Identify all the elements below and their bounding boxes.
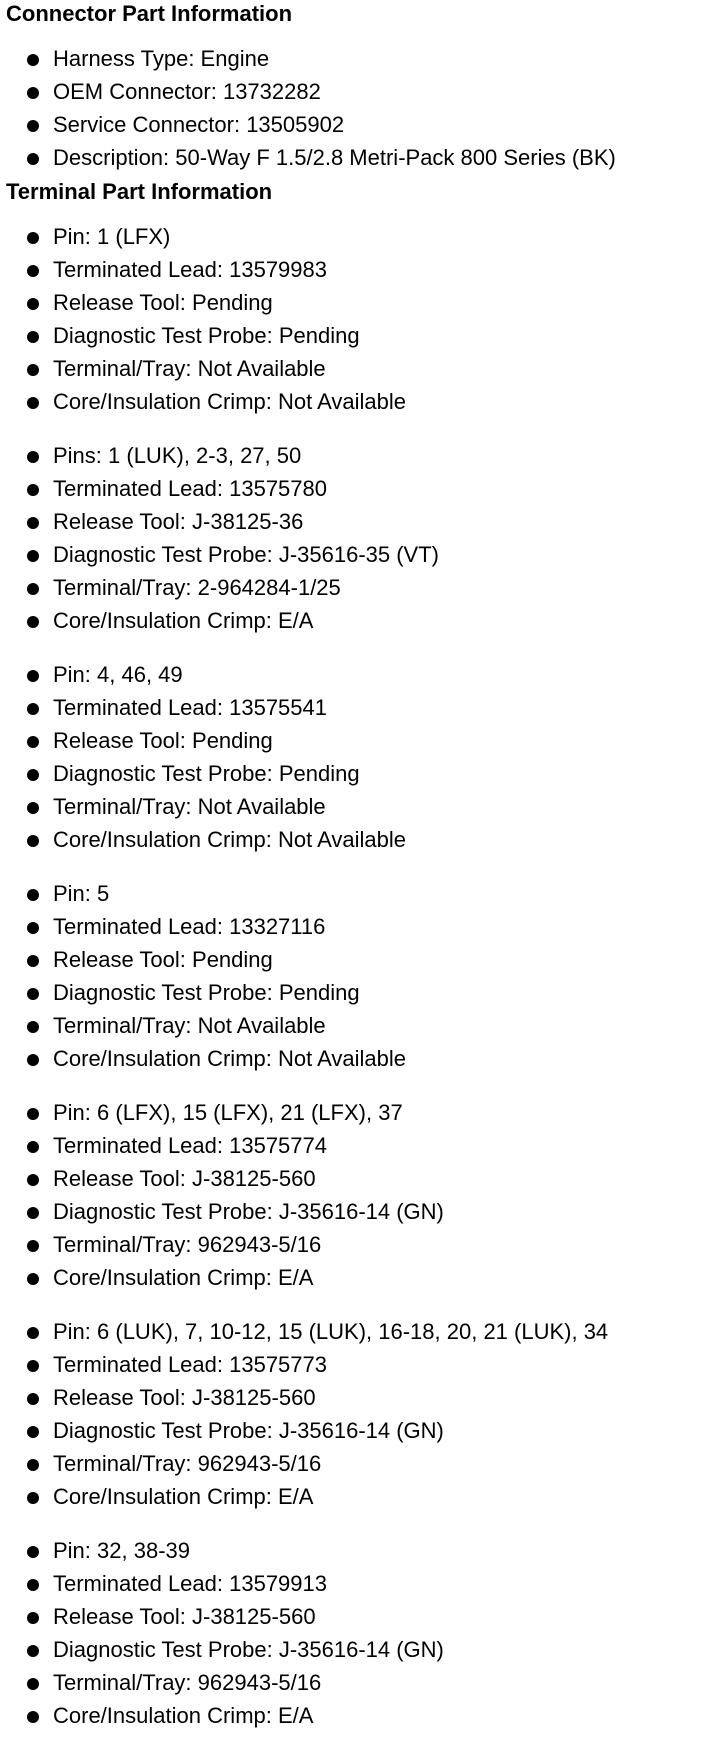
item-text: Diagnostic Test Probe: J-35616-14 (GN) — [53, 1637, 444, 1662]
item-text: Release Tool: Pending — [53, 290, 273, 315]
bullet-icon — [27, 955, 39, 967]
item-text: Terminated Lead: 13575774 — [53, 1133, 327, 1158]
list-item — [0, 976, 704, 1009]
item-text: Core/Insulation Crimp: Not Available — [53, 389, 406, 414]
list-item — [0, 1315, 704, 1348]
list-item — [0, 1348, 704, 1381]
list-item — [0, 1699, 704, 1732]
item-text: Harness Type: Engine — [53, 46, 270, 71]
list-item — [0, 571, 704, 604]
bullet-icon — [27, 331, 39, 343]
bullet-icon — [27, 1546, 39, 1558]
item-text: Pin: 6 (LFX), 15 (LFX), 21 (LFX), 37 — [53, 1100, 403, 1125]
list-item — [0, 1129, 704, 1162]
item-text: Terminated Lead: 13575773 — [53, 1352, 327, 1377]
terminal-group-7 — [0, 1534, 704, 1732]
bullet-icon — [27, 1678, 39, 1690]
list-item — [0, 75, 704, 108]
item-text: Pins: 1 (LUK), 2-3, 27, 50 — [53, 443, 302, 468]
bullet-icon — [27, 517, 39, 529]
terminal-group-5 — [0, 1096, 704, 1294]
list-item — [0, 1666, 704, 1699]
list-item — [0, 220, 704, 253]
list-item — [0, 42, 704, 75]
list-item — [0, 604, 704, 637]
list-item — [0, 1600, 704, 1633]
list-item — [0, 1480, 704, 1513]
item-text: Core/Insulation Crimp: E/A — [53, 1703, 314, 1728]
bullet-icon — [27, 1273, 39, 1285]
list-item — [0, 352, 704, 385]
list-item — [0, 141, 704, 174]
item-text: Terminated Lead: 13579913 — [53, 1571, 327, 1596]
list-item — [0, 1534, 704, 1567]
item-text: Core/Insulation Crimp: E/A — [53, 1265, 314, 1290]
bullet-icon — [27, 1141, 39, 1153]
bullet-icon — [27, 1240, 39, 1252]
bullet-icon — [27, 1054, 39, 1066]
item-text: Pin: 5 — [53, 881, 110, 906]
list-item — [0, 1162, 704, 1195]
list-item — [0, 1096, 704, 1129]
item-text: Pin: 6 (LUK), 7, 10-12, 15 (LUK), 16-18, 20, 21 (LUK), 34 — [53, 1319, 609, 1344]
terminal-group-2 — [0, 439, 704, 637]
bullet-icon — [27, 1108, 39, 1120]
bullet-icon — [27, 922, 39, 934]
item-text: Diagnostic Test Probe: Pending — [53, 323, 360, 348]
list-item — [0, 724, 704, 757]
item-text: Pin: 4, 46, 49 — [53, 662, 183, 687]
list-item — [0, 286, 704, 319]
bullet-icon — [27, 298, 39, 310]
bullet-icon — [27, 583, 39, 595]
terminal-group-4 — [0, 877, 704, 1075]
item-text: Terminated Lead: 13327116 — [53, 914, 326, 939]
bullet-icon — [27, 1174, 39, 1186]
list-item — [0, 1633, 704, 1666]
bullet-icon — [27, 703, 39, 715]
bullet-icon — [27, 889, 39, 901]
list-item — [0, 319, 704, 352]
item-text: Pin: 32, 38-39 — [53, 1538, 190, 1563]
bullet-icon — [27, 397, 39, 409]
list-item — [0, 910, 704, 943]
item-text: Core/Insulation Crimp: Not Available — [53, 1046, 406, 1071]
list-item — [0, 505, 704, 538]
bullet-icon — [27, 484, 39, 496]
bullet-icon — [27, 1327, 39, 1339]
item-text: Service Connector: 13505902 — [53, 112, 345, 137]
list-item — [0, 943, 704, 976]
list-item — [0, 538, 704, 571]
item-text: Terminal/Tray: Not Available — [53, 356, 326, 381]
item-text: Terminated Lead: 13579983 — [53, 257, 327, 282]
item-text: Release Tool: J-38125-560 — [53, 1604, 316, 1629]
bullet-icon — [27, 364, 39, 376]
list-item — [0, 385, 704, 418]
item-text: Release Tool: J-38125-36 — [53, 509, 304, 534]
list-item — [0, 1261, 704, 1294]
item-text: Release Tool: Pending — [53, 728, 273, 753]
list-item — [0, 1381, 704, 1414]
terminal-group-1 — [0, 220, 704, 418]
item-text: Diagnostic Test Probe: J-35616-35 (VT) — [53, 542, 439, 567]
bullet-icon — [27, 1021, 39, 1033]
terminal-group-6 — [0, 1315, 704, 1513]
list-item — [0, 1009, 704, 1042]
item-text: Description: 50-Way F 1.5/2.8 Metri-Pack 800 Series (BK) — [53, 145, 616, 170]
list-item — [0, 439, 704, 472]
terminal-group-3 — [0, 658, 704, 856]
bullet-icon — [27, 769, 39, 781]
bullet-icon — [27, 232, 39, 244]
item-text: Terminated Lead: 13575780 — [53, 476, 327, 501]
bullet-icon — [27, 835, 39, 847]
bullet-icon — [27, 1459, 39, 1471]
item-text: Release Tool: J-38125-560 — [53, 1385, 316, 1410]
bullet-icon — [27, 988, 39, 1000]
list-item — [0, 472, 704, 505]
bullet-icon — [27, 451, 39, 463]
terminal-part-heading: Terminal Part Information — [6, 179, 273, 204]
bullet-icon — [27, 670, 39, 682]
item-text: Release Tool: Pending — [53, 947, 273, 972]
item-text: Terminal/Tray: 962943-5/16 — [53, 1670, 322, 1695]
list-item — [0, 1447, 704, 1480]
list-item — [0, 823, 704, 856]
item-text: Diagnostic Test Probe: J-35616-14 (GN) — [53, 1199, 444, 1224]
item-text: Terminal/Tray: Not Available — [53, 794, 326, 819]
list-item — [0, 1228, 704, 1261]
item-text: Core/Insulation Crimp: E/A — [53, 1484, 314, 1509]
list-item — [0, 877, 704, 910]
bullet-icon — [27, 1711, 39, 1723]
item-text: Diagnostic Test Probe: Pending — [53, 761, 360, 786]
bullet-icon — [27, 736, 39, 748]
item-text: Core/Insulation Crimp: E/A — [53, 608, 314, 633]
bullet-icon — [27, 1426, 39, 1438]
item-text: Diagnostic Test Probe: J-35616-14 (GN) — [53, 1418, 444, 1443]
bullet-icon — [27, 1612, 39, 1624]
bullet-icon — [27, 120, 39, 132]
bullet-icon — [27, 87, 39, 99]
list-item — [0, 691, 704, 724]
list-item — [0, 1414, 704, 1447]
list-item — [0, 1567, 704, 1600]
item-text: Core/Insulation Crimp: Not Available — [53, 827, 406, 852]
list-item — [0, 253, 704, 286]
list-item — [0, 1195, 704, 1228]
bullet-icon — [27, 802, 39, 814]
bullet-icon — [27, 1492, 39, 1504]
connector-info-list — [0, 42, 704, 174]
list-item — [0, 1042, 704, 1075]
item-text: Terminal/Tray: 962943-5/16 — [53, 1232, 322, 1257]
bullet-icon — [27, 54, 39, 66]
list-item — [0, 658, 704, 691]
bullet-icon — [27, 550, 39, 562]
item-text: Terminal/Tray: 962943-5/16 — [53, 1451, 322, 1476]
bullet-icon — [27, 1645, 39, 1657]
item-text: OEM Connector: 13732282 — [53, 79, 321, 104]
item-text: Release Tool: J-38125-560 — [53, 1166, 316, 1191]
bullet-icon — [27, 265, 39, 277]
list-item — [0, 757, 704, 790]
item-text: Pin: 1 (LFX) — [53, 224, 171, 249]
bullet-icon — [27, 1360, 39, 1372]
item-text: Terminal/Tray: 2-964284-1/25 — [53, 575, 341, 600]
bullet-icon — [27, 153, 39, 165]
bullet-icon — [27, 616, 39, 628]
list-item — [0, 790, 704, 823]
item-text: Terminal/Tray: Not Available — [53, 1013, 326, 1038]
bullet-icon — [27, 1579, 39, 1591]
item-text: Diagnostic Test Probe: Pending — [53, 980, 360, 1005]
bullet-icon — [27, 1393, 39, 1405]
bullet-icon — [27, 1207, 39, 1219]
connector-part-heading: Connector Part Information — [6, 1, 293, 26]
list-item — [0, 108, 704, 141]
item-text: Terminated Lead: 13575541 — [53, 695, 327, 720]
